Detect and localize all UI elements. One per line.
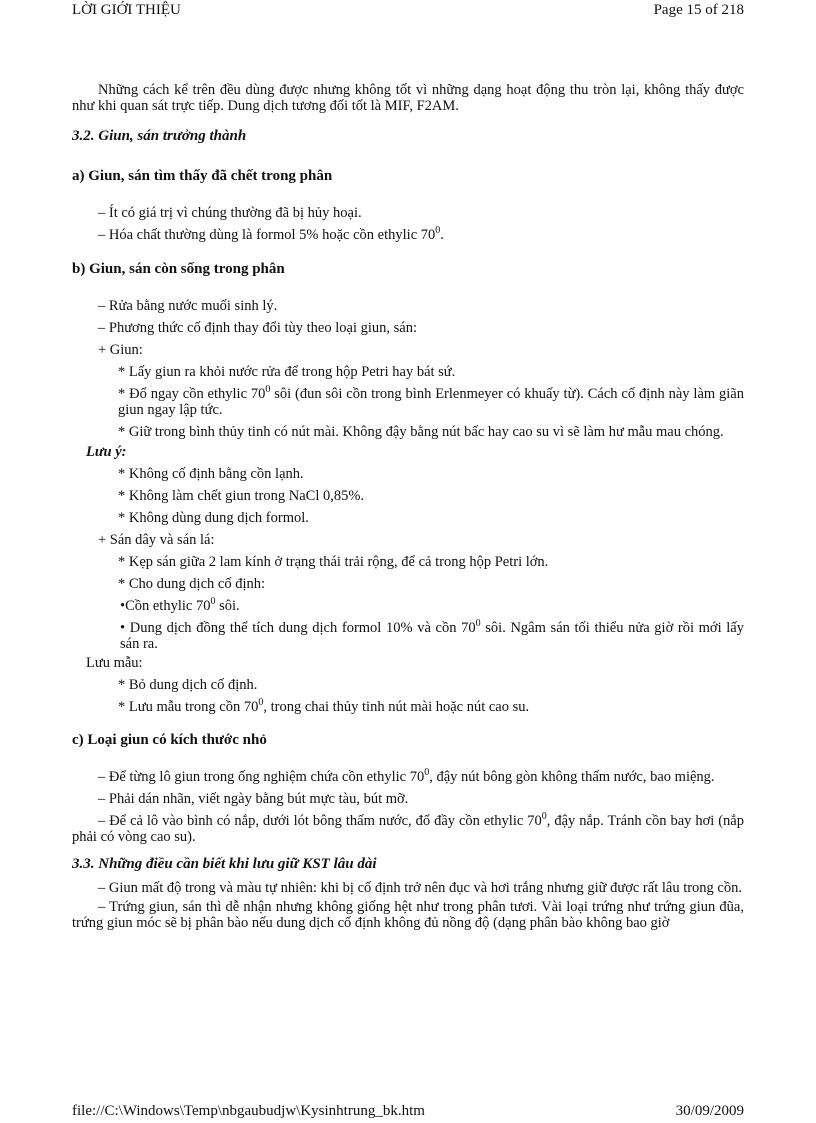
list-item-giun: + Giun: xyxy=(98,342,143,358)
intro-paragraph: Những cách kể trên đều dùng được nhưng không tốt vì những dạng hoạt động thu tròn lại, không thấy được như khi quan sát trực tiếp. Dung dịch tương đối tốt là MIF, F2AM. xyxy=(72,82,744,114)
list-item: * Đổ ngay cồn ethylic $70^0$ sôi (đun sôi cồn trong bình Erlenmeyer có khuấy từ). Cách cố định này làm giãn giun ngay lập tức. xyxy=(118,384,744,418)
list-item: * Không làm chết giun trong NaCl 0,85%. xyxy=(118,488,365,504)
list-item: * Lấy giun ra khỏi nước rửa để trong hộp Petri hay bát sứ. xyxy=(118,364,456,380)
subheading-c: c) Loại giun có kích thước nhỏ xyxy=(72,732,267,748)
subheading-b: b) Giun, sán còn sống trong phân xyxy=(72,261,285,277)
paragraph: – Trứng giun, sán thì dễ nhận nhưng không giống hệt như trong phân tươi. Vài loại trứng như trứng giun đũa, trứng giun móc sẽ bị phân bào nếu dung dịch cố định không đủ nồng độ (dạng phân bào không bao giờ xyxy=(72,899,744,931)
list-item: * Không cố định bằng cồn lạnh. xyxy=(118,466,304,482)
paragraph: – Để cả lô vào bình có nắp, dưới lót bông thấm nước, đổ đầy cồn ethylic $70^0$, đậy nắp. Tránh cồn bay hơi (nắp phải có vòng cao su). xyxy=(72,811,744,845)
page-number: Page 15 of 218 xyxy=(653,2,744,18)
section-heading-3-2: 3.2. Giun, sán trưởng thành xyxy=(72,128,247,144)
list-item: • Dung dịch đồng thể tích dung dịch formol 10% và cồn $70^0$ sôi. Ngâm sán tối thiểu nửa giờ rồi mới lấy sán ra. xyxy=(120,618,744,652)
paragraph: – Để từng lô giun trong ống nghiệm chứa cồn ethylic $70^0$, đậy nút bông gòn không thấm nước, bao miệng. xyxy=(98,767,715,785)
keep-label: Lưu mẫu: xyxy=(86,655,143,671)
list-item: •Cồn ethylic $70^0$ sôi. xyxy=(120,596,240,614)
list-item: * Bỏ dung dịch cố định. xyxy=(118,677,258,693)
list-item: * Giữ trong bình thủy tinh có nút mài. Không đậy bằng nút bấc hay cao su vì sẽ làm hư mẫu mau chóng. xyxy=(118,424,724,440)
list-item: – Rửa bằng nước muối sinh lý. xyxy=(98,298,278,314)
note-label: Lưu ý: xyxy=(86,444,127,460)
list-item: – Ít có giá trị vì chúng thường đã bị hủy hoại. xyxy=(98,205,362,221)
section-heading-3-3: 3.3. Những điều cần biết khi lưu giữ KST lâu dài xyxy=(72,856,377,872)
footer-date: 30/09/2009 xyxy=(675,1103,744,1119)
list-item: – Hóa chất thường dùng là formol 5% hoặc cồn ethylic $70^0$. xyxy=(98,225,444,243)
list-item: * Kẹp sán giữa 2 lam kính ở trạng thái trải rộng, để cả trong hộp Petri lớn. xyxy=(118,554,549,570)
list-item: * Cho dung dịch cố định: xyxy=(118,576,266,592)
paragraph: – Phải dán nhãn, viết ngày bằng bút mực tàu, bút mỡ. xyxy=(98,791,409,807)
paragraph: – Giun mất độ trong và màu tự nhiên: khi bị cố định trở nên đục và hơi trắng nhưng giữ được rất lâu trong cồn. xyxy=(98,880,742,896)
document-body xyxy=(72,82,744,931)
subheading-a: a) Giun, sán tìm thấy đã chết trong phân xyxy=(72,168,333,184)
list-item: – Phương thức cố định thay đổi tùy theo loại giun, sán: xyxy=(98,320,417,336)
list-item-san: + Sán dây và sán lá: xyxy=(98,532,215,548)
page-header-title: LỜI GIỚI THIỆU xyxy=(72,2,181,18)
list-item: * Không dùng dung dịch formol. xyxy=(118,510,309,526)
list-item: * Lưu mẫu trong cồn $70^0$, trong chai thủy tinh nút mài hoặc nút cao su. xyxy=(118,697,530,715)
footer-file-path: file://C:\Windows\Temp\nbgaubudjw\Kysinhtrung_bk.htm xyxy=(72,1103,425,1119)
